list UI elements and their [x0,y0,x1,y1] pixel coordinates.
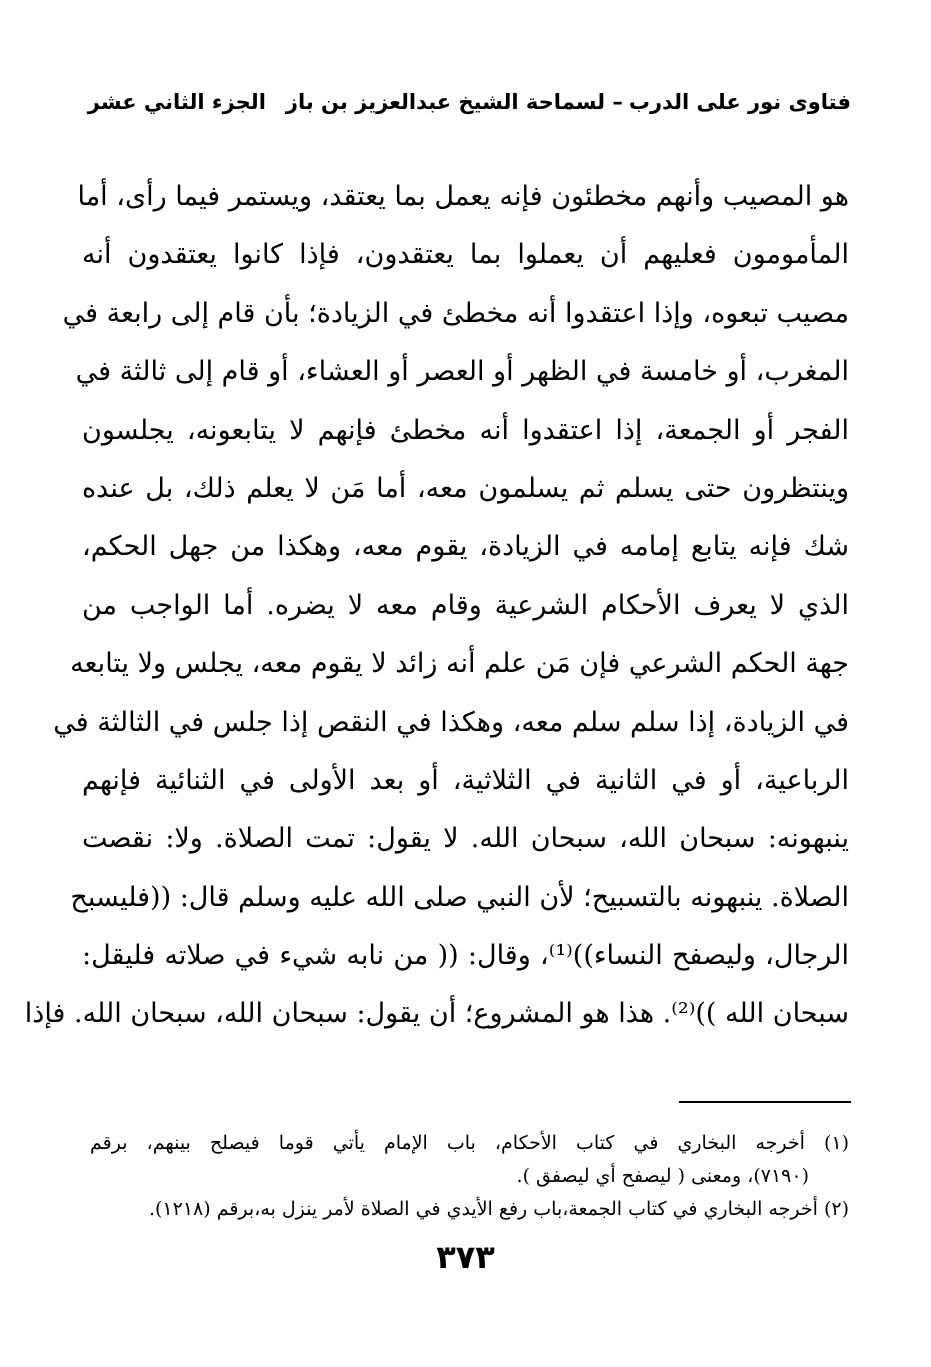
body-line: هو المصيب وأنهم مخطئون فإنه يعمل بما يعتقد، ويستمر فيما رأى، أما [77,181,849,212]
header-part: الجزء الثاني عشر [87,90,266,114]
footnote-1-continuation: (٧١٩٠)، ومعنى ( ليصفح أي ليصفق ). [516,1165,809,1187]
body-line: المغرب، أو خامسة في الظهر أو العصر أو العشاء، أو قام إلى ثالثة في [75,356,849,388]
body-text [24,168,849,1044]
body-line: سبحان الله ))⁽²⁾. هذا هو المشروع؛ أن يقول: سبحان الله، سبحان الله. فإذا [24,998,849,1030]
footnote-separator [679,1101,851,1103]
body-line: مصيب تبعوه، وإذا اعتقدوا أنه مخطئ في الزيادة؛ بأن قام إلى رابعة في [62,297,849,329]
footnotes [90,1127,849,1226]
body-line: في الزيادة، إذا سلم سلم معه، وهكذا في النقص إذا جلس في الثالثة في [53,706,849,738]
header-author: – لسماحة الشيخ عبدالعزيز بن باز [285,90,623,114]
body-line: المأمومون فعليهم أن يعملوا بما يعتقدون، فإذا كانوا يعتقدون أنه [82,239,849,271]
body-line: الذي لا يعرف الأحكام الشرعية وقام معه لا يضره. أما الواجب من [82,589,849,621]
header-book-title: فتاوى نور على الدرب [628,90,851,114]
body-line: الرجال، وليصفح النساء))⁽¹⁾، وقال: (( من نابه شيء في صلاته فليقل: [82,940,849,972]
body-line: وينتظرون حتى يسلم ثم يسلمون معه، أما مَن لا يعلم ذلك، بل عنده [82,472,849,504]
body-line: الصلاة. ينبهونه بالتسبيح؛ لأن النبي صلى الله عليه وسلم قال: ((فليسبح [70,881,849,913]
body-line: شك فإنه يتابع إمامه في الزيادة، يقوم معه، وهكذا من جهل الحكم، [82,531,849,563]
running-header [88,82,851,122]
body-line: الفجر أو الجمعة، إذا اعتقدوا أنه مخطئ فإنهم لا يتابعونه، يجلسون [82,414,849,446]
footnote-2: (٢) أخرجه البخاري في كتاب الجمعة،باب رفع الأيدي في الصلاة لأمر ينزل به،برقم (١٢١٨). [148,1198,849,1220]
body-line: الرباعية، أو في الثانية في الثلاثية، أو بعد الأولى في الثنائية فإنهم [82,764,849,796]
body-line: ينبهونه: سبحان الله، سبحان الله. لا يقول: تمت الصلاة. ولا: نقصت [82,823,849,855]
body-line: جهة الحكم الشرعي فإن مَن علم أنه زائد لا يقوم معه، يجلس ولا يتابعه [70,648,849,680]
footnote-1: (١) أخرجه البخاري في كتاب الأحكام، باب الإمام يأتي قوما فيصلح بينهم، برقم [90,1132,849,1154]
page-number: ٣٧٣ [436,1238,495,1276]
